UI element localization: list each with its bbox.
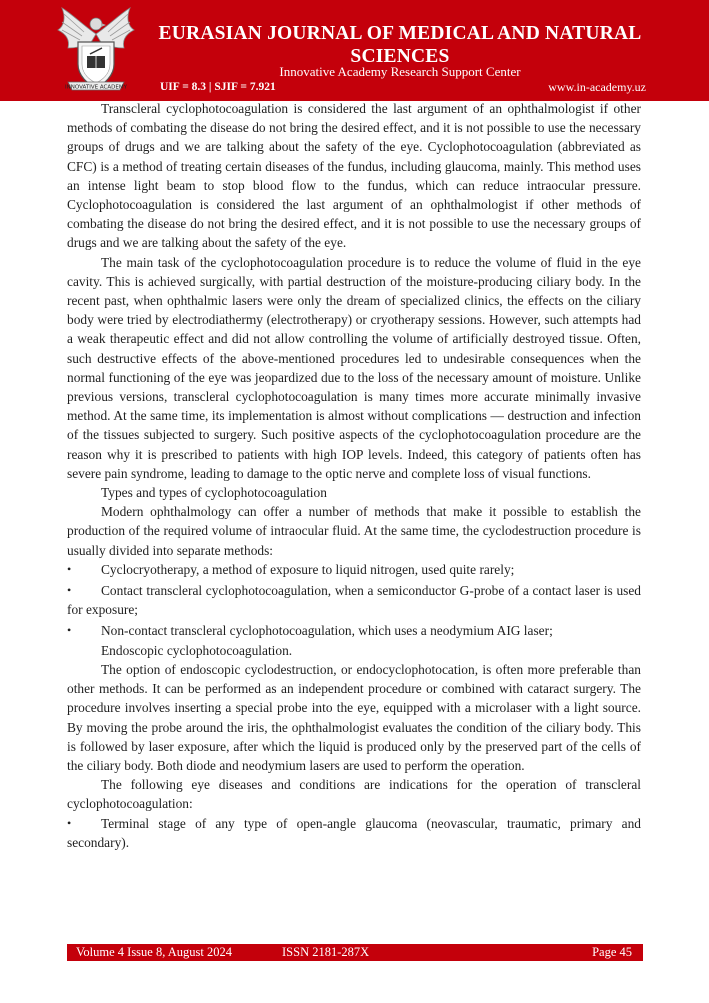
list-item [67,560,641,579]
list-item-text: Non-contact transcleral cyclophotocoagulation, which uses a neodymium AIG laser; [101,623,553,639]
bullet-icon: • [67,815,72,830]
page-footer [67,944,643,961]
paragraph: The following eye diseases and conditions are indications for the operation of transcleral cyclophotocoagulation: [67,777,641,812]
impact-factors: UIF = 8.3 | SJIF = 7.921 [160,81,276,93]
logo-ribbon-text: INNOVATIVE ACADEMY [65,84,127,91]
footer-volume: Volume 4 Issue 8, August 2024 [76,945,233,959]
list-item [67,581,641,619]
paragraph: The option of endoscopic cyclodestruction, or endocyclophotocation, is often more preferable than other methods. It can be performed as an independent procedure or combined with cataract surgery. The procedure involves inserting a special probe into the eye, equipped with a microlaser with a light source. By moving the probe around the iris, the ophthalmologist evaluates the condition of the ciliary body. This is followed by laser exposure, after which the liquid is produced only by the preserved part of the cells of the ciliary body. Both diode and neodymium lasers are used to perform the operation. [67,661,641,773]
journal-logo-eagle-icon [54,4,138,98]
publisher-name: Innovative Academy Research Support Center [279,64,521,79]
bullet-icon: • [67,561,72,576]
footer-issn: ISSN 2181-287X [282,945,370,959]
footer-page-number: Page 45 [592,945,632,959]
list-item-text: Cyclocryotherapy, a method of exposure to liquid nitrogen, used quite rarely; [101,561,515,577]
journal-website-link[interactable]: www.in-academy.uz [548,80,646,94]
paragraph: Endoscopic cyclophotocoagulation. [101,642,293,658]
paragraph: Transcleral cyclophotocoagulation is considered the last argument of an ophthalmologist if other methods of combating the disease do not bring the desired effect, and it is not possible to use the necessary groups of drugs and we are talking about the safety of the eye. Cyclophotocoagulation (abbreviated as CFC) is a method of treating certain diseases of the fundus, including glaucoma, mainly. This method uses an intense light beam to stop blood flow to the fundus, which can reduce intraocular pressure. Cyclophotocoagulation is considered the last argument of an ophthalmologist if other methods of combating the disease do not bring the desired effect, and it is not possible to use the necessary groups of drugs and we are talking about the safety of the eye. [67,101,641,251]
article-body [67,99,641,852]
paragraph: The main task of the cyclophotocoagulation procedure is to reduce the volume of fluid in the eye cavity. This is achieved surgically, with partial destruction of the moisture-producing ciliary body. In the recent past, when ophthalmic lasers were only the dream of specialized clinics, the effects on the ciliary body were tried by electrodiathermy (electrotherapy) or cryotherapy sessions. However, such attempts had a weak therapeutic effect and did not allow controlling the volume of artificially destroyed tissue. Often, such destructive effects of the above-mentioned procedures led to undesirable consequences when the normal functioning of the eye was jeopardized due to the loss of the necessary amount of moisture. Unlike previous versions, transcleral cyclophotocoagulation is many times more accurate minimally invasive method. At the same time, its implementation is almost without complications — destruction and infection of the tissues subjected to surgery. Such positive aspects of the cyclophotocoagulation procedure are the reason why it is prescribed to patients with high IOP levels. Indeed, this category of patients often has severe pain syndrome, leading to damage to the optic nerve and complete loss of visual functions. [67,254,641,481]
journal-title: EURASIAN JOURNAL OF MEDICAL AND NATURAL SCIENCES [158,23,642,67]
list-item-text: Contact transcleral cyclophotocoagulation, when a semiconductor G-probe of a contact laser is used for exposure; [67,583,641,618]
list-item [67,621,641,640]
list-item-text: Terminal stage of any type of open-angle glaucoma (neovascular, traumatic, primary and secondary). [67,815,641,850]
journal-header [0,0,709,101]
bullet-icon: • [67,583,72,598]
list-item [67,814,641,852]
bullet-icon: • [67,623,72,638]
section-heading: Types and types of cyclophotocoagulation [101,485,327,501]
paragraph: Modern ophthalmology can offer a number of methods that make it possible to establish the production of the required volume of intraocular fluid. At the same time, the cyclodestruction procedure is usually divided into separate methods: [67,504,641,558]
